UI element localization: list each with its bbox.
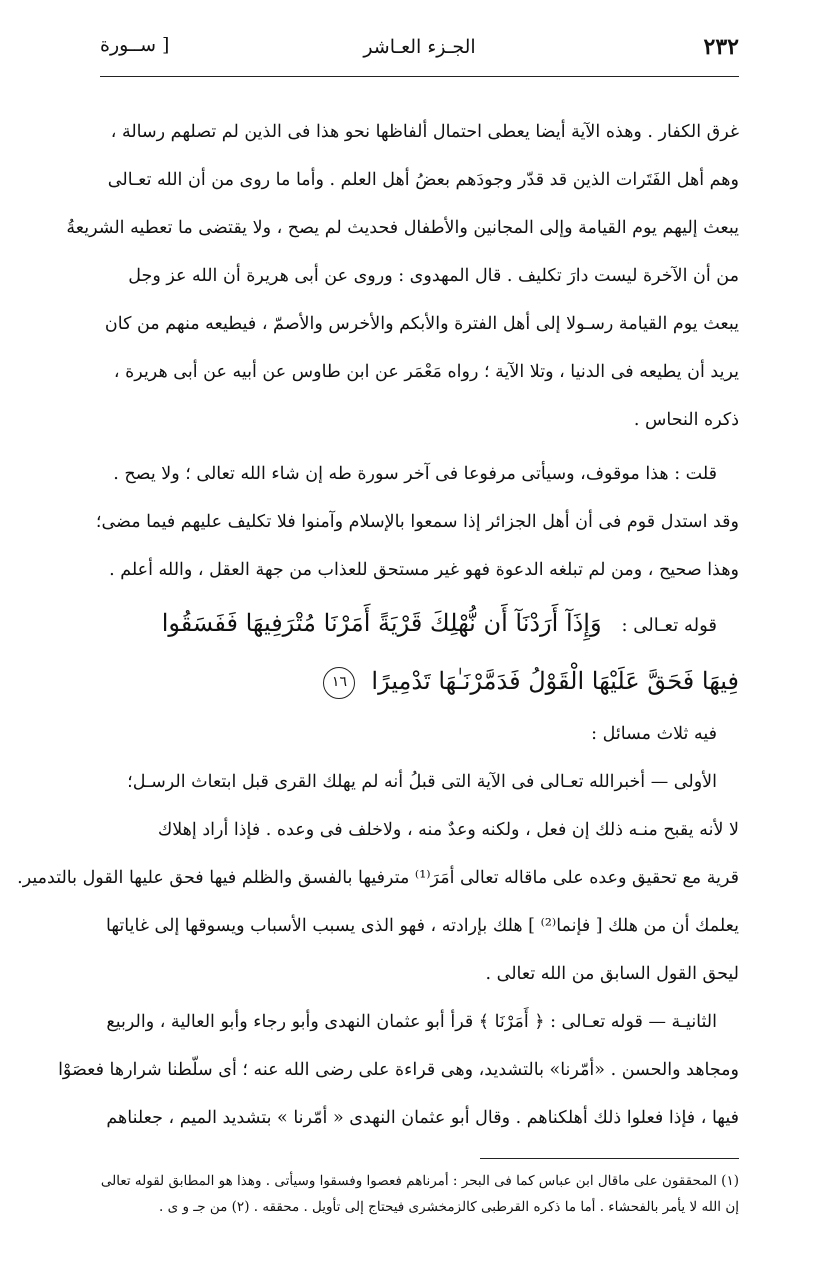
verse-text: وَإِذَآ أَرَدْنَآ أَن نُّهْلِكَ قَرْيَةً أَمَرْنَا مُتْرَفِيهَا فَفَسَقُوا xyxy=(161,609,602,637)
running-title: الجـزء العـاشر xyxy=(363,36,476,58)
ayah-number-marker: ١٦ xyxy=(323,667,355,699)
text-line: وهذا صحيح ، ومن لم تبلغه الدعوة فهو غير مستحق للعذاب من جهة العقل ، والله أعلم . xyxy=(109,560,739,580)
verse-text: فِيهَا فَحَقَّ عَلَيْهَا الْقَوْلُ فَدَمَّرْنَـٰهَا تَدْمِيرًا xyxy=(371,667,739,695)
text-line: يبعث إليهم يوم القيامة وإلى المجانين والأطفال فحديث لم يصح ، ولا يقتضى ما تعطيه الشريعةُ xyxy=(66,218,739,238)
footnotes xyxy=(99,1168,739,1220)
footnote-divider xyxy=(480,1158,739,1159)
text-line: الأولى — أخبرالله تعـالى فى الآية التى قبلُ أنه لم يهلك القرى قبل ابتعاث الرسـل؛ xyxy=(127,772,717,792)
verse-intro: قوله تعـالى : xyxy=(621,615,717,636)
text-line: يبعث يوم القيامة رسـولا إلى أهل الفترة والأبكم والأخرس والأصمّ ، فيطيعه منهم من كان xyxy=(104,314,739,334)
text-line: لا لأنه يقبح منـه ذلك إن فعل ، ولكنه وعدٌ منه ، ولاخلف فى وعده . فإذا أراد إهلاك xyxy=(157,820,739,840)
text-line: قرية مع تحقيق وعده على ماقاله تعالى أمَرَ⁽¹⁾ مترفيها بالفسق والظلم فيها فحق عليها القول بالتدمير. xyxy=(17,868,739,888)
text-line: قلت : هذا موقوف، وسيأتى مرفوعا فى آخر سورة طه إن شاء الله تعالى ؛ ولا يصح . xyxy=(113,464,717,484)
text-line: وهم أهل الفَتَرات الذين قد قدّر وجودَهم بعضُ أهل العلم . وأما ما روى من أن الله تعـالى xyxy=(107,170,739,190)
verse-line xyxy=(99,594,739,652)
main-text xyxy=(17,108,739,1142)
masail-heading: فيه ثلاث مسائل : xyxy=(591,724,717,744)
text-line: ليحق القول السابق من الله تعالى . xyxy=(485,964,739,984)
text-line: فيها ، فإذا فعلوا ذلك أهلكناهم . وقال أبو عثمان النهدى « أمّرنا » بتشديد الميم ، جعلناهم xyxy=(106,1108,739,1128)
text-line: غرق الكفار . وهذه الآية أيضا يعطى احتمال ألفاظها نحو هذا فى الذين لم تصلهم رسالة ، xyxy=(110,122,739,142)
text-line: ومجاهد والحسن . «أمّرنا» بالتشديد، وهى قراءة على رضى الله عنه ؛ أى سلّطنا شرارها فعصَوْا xyxy=(58,1060,739,1080)
text-line: الثانيـة — قوله تعـالى : ﴿ أَمَرْنَا ﴾ قرأ أبو عثمان النهدى وأبو رجاء وأبو العالية ، والربيع xyxy=(106,1012,717,1032)
page-header xyxy=(100,30,739,70)
footnote-line: إن الله لا يأمر بالفحشاء . أما ما ذكره القرطبى كالزمخشرى فيحتاج إلى تأويل . محققه . (٢) من جـ و ى . xyxy=(159,1199,739,1215)
text-line: يريد أن يطيعه فى الدنيا ، وتلا الآية ؛ رواه مَعْمَر عن ابن طاوس عن أبيه عن أبى هريرة ، xyxy=(113,362,739,382)
text-line: وقد استدل قوم فى أن أهل الجزائر إذا سمعوا بالإسلام وآمنوا فلا تكليف عليهم فيما مضى؛ xyxy=(95,512,739,532)
header-divider xyxy=(100,76,739,77)
text-line: من أن الآخرة ليست دارَ تكليف . قال المهدوى : وروى عن أبى هريرة أن الله عز وجل xyxy=(128,266,739,286)
surah-label: [ ســورة xyxy=(100,34,170,56)
footnote-line: (١) المحققون على ماقال ابن عباس كما فى البحر : أمرناهم فعصوا وفسقوا وسيأتى . وهذا هو المطابق لقوله تعالى xyxy=(100,1173,739,1189)
verse-line xyxy=(99,652,739,710)
page-number: ٢٣٢ xyxy=(703,34,739,60)
text-line: يعلمك أن من هلك [ فإنما⁽²⁾ ] هلك بإرادته ، فهو الذى يسبب الأسباب ويسوقها إلى غاياتها xyxy=(106,916,739,936)
text-line: ذكره النحاس . xyxy=(633,410,739,430)
